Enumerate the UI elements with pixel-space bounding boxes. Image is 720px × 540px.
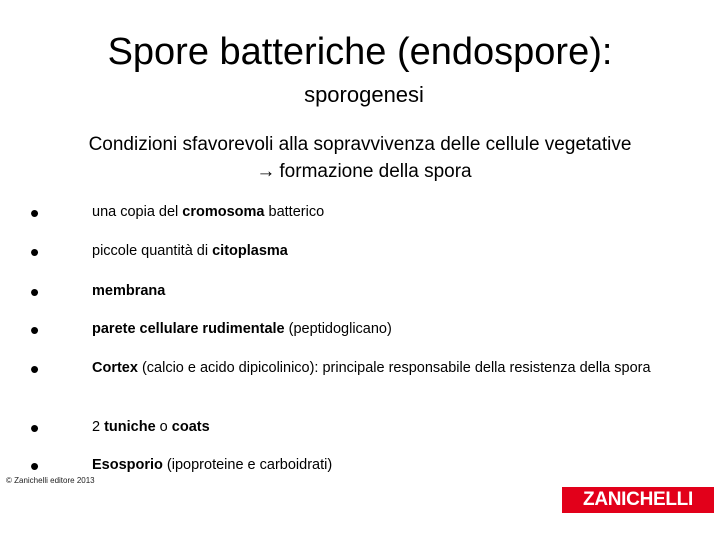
bullet-text: membrana: [92, 283, 166, 299]
bullet-item-parete: [28, 315, 688, 345]
slide-title: Spore batteriche (endospore):: [107, 31, 613, 73]
copyright-notice: © Zanichelli editore 2013: [6, 476, 95, 485]
slide-subtitle: sporogenesi: [304, 82, 424, 107]
bullet-item-tuniche: [28, 413, 688, 443]
arrow-right-icon: →: [256, 161, 276, 182]
bullet-item-cromosoma: [28, 198, 688, 228]
bullet-text: 2 tuniche o coats: [92, 419, 210, 435]
bullet-dot-icon: •: [30, 237, 40, 267]
bullet-dot-icon: •: [30, 451, 40, 481]
zanichelli-logo: ZANICHELLI: [562, 487, 714, 513]
intro-part1: Condizioni sfavorevoli alla sopravvivenza delle cellule vegetative: [88, 134, 632, 155]
bullet-dot-icon: •: [30, 277, 40, 307]
intro-part2: formazione della spora: [279, 161, 472, 182]
bullet-item-citoplasma: [28, 237, 688, 267]
bullet-item-membrana: [28, 277, 688, 307]
bullet-dot-icon: •: [30, 315, 40, 345]
bullet-text: parete cellulare rudimentale (peptidoglicano): [92, 321, 392, 337]
bullet-item-esosporio: [28, 451, 688, 481]
bullet-dot-icon: •: [30, 198, 40, 228]
bullet-dot-icon: •: [30, 354, 40, 384]
bullet-text: Cortex (calcio e acido dipicolinico): principale responsabile della resistenza della spora: [92, 360, 651, 376]
bullet-item-cortex: [28, 354, 688, 384]
bullet-text: una copia del cromosoma batterico: [92, 204, 325, 220]
bullet-dot-icon: •: [30, 413, 40, 443]
bullet-text: Esosporio (ipoproteine e carboidrati): [92, 457, 333, 473]
bullet-text: piccole quantità di citoplasma: [92, 243, 288, 259]
